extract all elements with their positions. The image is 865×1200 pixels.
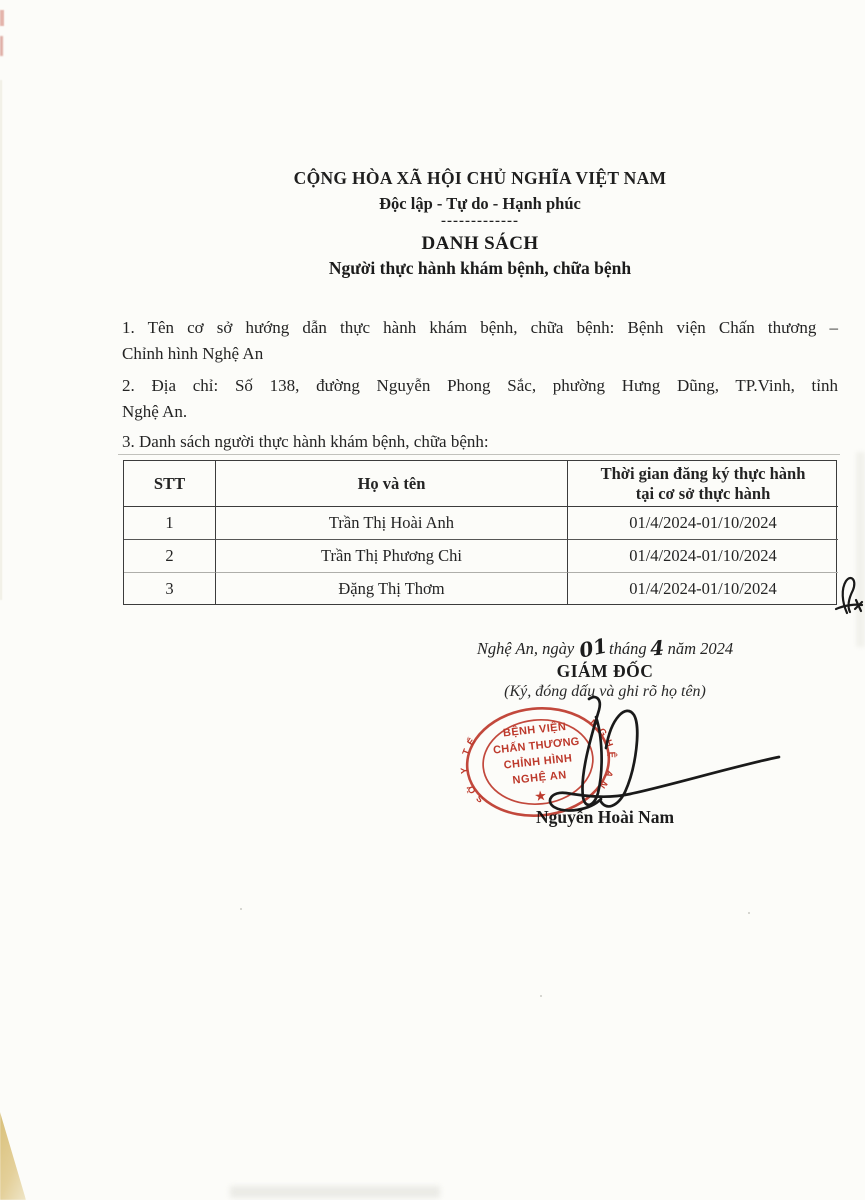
table-header-period-line2: tại cơ sở thực hành [635, 483, 771, 503]
national-motto-line2: Độc lập - Tự do - Hạnh phúc [379, 194, 581, 213]
hospital-stamp [454, 700, 624, 823]
scan-corner-fold [0, 1112, 26, 1200]
practitioners-table [123, 460, 837, 605]
scan-edge-smudge [0, 10, 4, 26]
signer-role: GIÁM ĐỐC [556, 661, 654, 681]
row-period: 01/4/2024-01/10/2024 [629, 578, 777, 598]
place-date-prefix: Nghệ An, ngày [476, 639, 575, 658]
row-stt: 3 [124, 573, 216, 604]
row-name: Đặng Thị Thơm [216, 573, 568, 604]
stamp-star-icon: ★ [534, 788, 547, 804]
stamp-center-line1: BỆNH VIỆN [502, 720, 567, 740]
stamp-center-line2: CHẤN THƯƠNG [492, 735, 581, 757]
paragraph-facility-line2: Chỉnh hình Nghệ An [122, 343, 264, 363]
stamp-ring-right-text: NGHỆ AN [587, 717, 618, 794]
header-separator: ------------- [441, 213, 519, 229]
dust-speck [540, 995, 542, 997]
paragraph-address-line2: Nghệ An. [122, 401, 188, 421]
row-name: Trần Thị Hoài Anh [216, 507, 568, 540]
director-signature [550, 697, 779, 810]
table-header-name: Họ và tên [216, 461, 568, 507]
table-header-period [568, 461, 838, 507]
handwritten-day: 01 [577, 633, 610, 663]
stamp-center-line4: NGHỆ AN [511, 769, 568, 787]
document-subtitle: Người thực hành khám bệnh, chữa bệnh [328, 258, 632, 278]
row-stt: 2 [124, 540, 216, 573]
row-name: Trần Thị Phương Chi [216, 540, 568, 573]
paragraph-list-label: 3. Danh sách người thực hành khám bệnh, chữa bệnh: [122, 432, 489, 451]
table-row [124, 507, 836, 540]
table-header-row [124, 461, 836, 507]
handwritten-month: 4 [648, 635, 665, 661]
signing-block [420, 633, 790, 701]
table-row [124, 573, 836, 604]
month-label: tháng [609, 639, 647, 658]
place-date-line [420, 633, 790, 663]
signing-instruction: (Ký, đóng dấu và ghi rõ họ tên) [504, 683, 706, 700]
table-row [124, 540, 836, 573]
scan-right-shadow [856, 452, 865, 647]
year-value: 2024 [700, 639, 734, 658]
table-top-ghost-line [118, 454, 840, 455]
row-stt: 1 [124, 507, 216, 540]
table-header-period-line1: Thời gian đăng ký thực hành [600, 463, 806, 483]
signer-name: Nguyễn Hoài Nam [535, 807, 675, 827]
document-title: DANH SÁCH [421, 233, 539, 254]
paragraph-facility-line1: 1. Tên cơ sở hướng dẫn thực hành khám bệnh, chữa bệnh: Bệnh viện Chấn thương – [122, 318, 838, 337]
scan-bottom-smudge [230, 1186, 440, 1198]
row-period: 01/4/2024-01/10/2024 [568, 540, 838, 573]
stamp-center-line3: CHỈNH HÌNH [503, 752, 573, 772]
national-motto-line1: CỘNG HÒA XÃ HỘI CHỦ NGHĨA VIỆT NAM [293, 168, 667, 188]
scan-edge-streak [0, 80, 2, 600]
paragraph-address [122, 373, 838, 424]
scan-edge-smudge [0, 36, 3, 56]
table-header-stt: STT [124, 461, 216, 507]
dust-speck [240, 908, 242, 910]
paragraph-facility [122, 315, 838, 366]
row-period: 01/4/2024-01/10/2024 [568, 507, 838, 540]
year-label: năm [667, 639, 696, 658]
paragraph-address-line1: 2. Địa chỉ: Số 138, đường Nguyễn Phong Sắc, phường Hưng Dũng, TP.Vinh, tỉnh [122, 376, 838, 395]
dust-speck [748, 912, 750, 914]
stamp-ring-left-text: SỞ Y TẾ [458, 732, 487, 805]
